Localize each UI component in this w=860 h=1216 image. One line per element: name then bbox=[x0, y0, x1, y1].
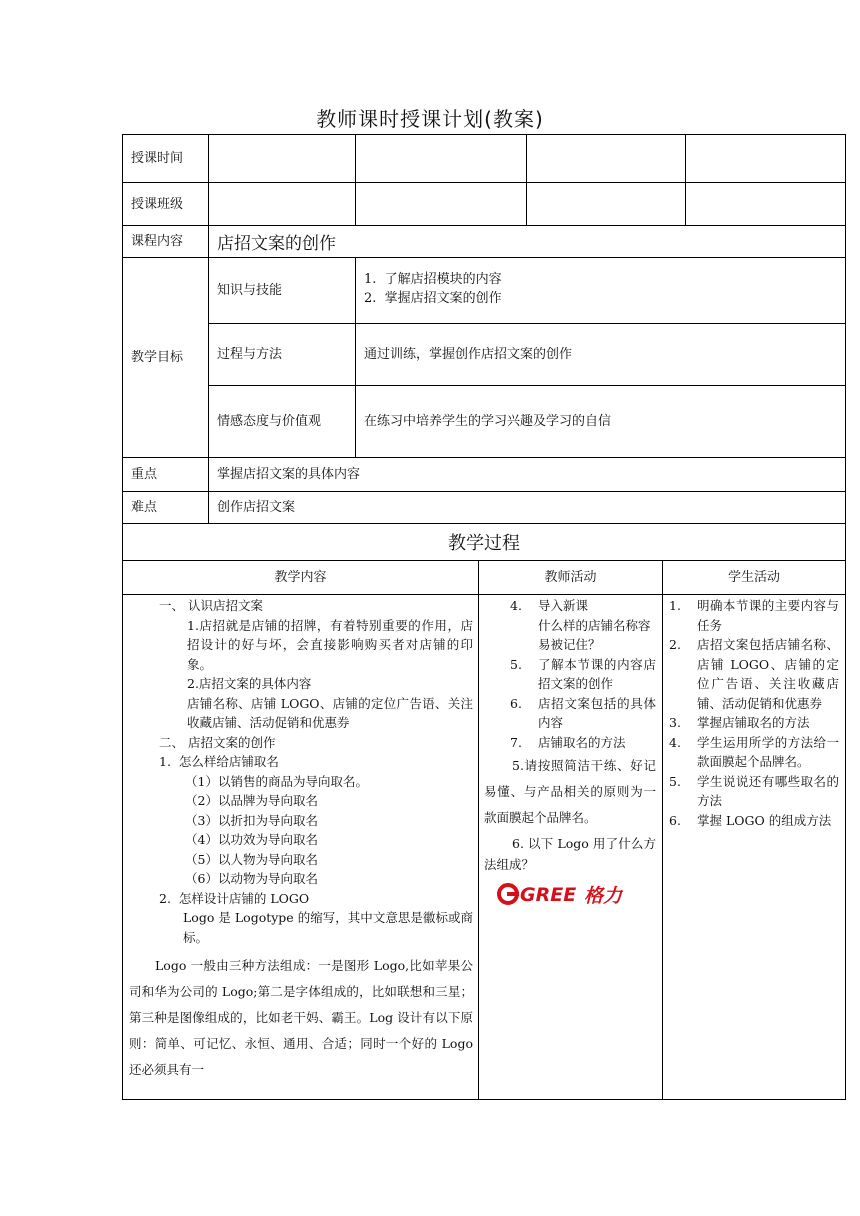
goal-label-knowledge: 知识与技能 bbox=[217, 283, 283, 298]
teacher-paragraph: 5.请按照简洁干练、好记易懂、与产品相关的原则为一款面膜起个品牌名。 bbox=[484, 758, 656, 825]
list-item: 2. 怎样设计店铺的 LOGO bbox=[159, 890, 310, 906]
difficulty-value: 创作店招文案 bbox=[217, 500, 296, 515]
list-item: 4. 导入新课 什么样的店铺名称容易被记住？ bbox=[510, 598, 651, 652]
list-item: 5. 学生说说还有哪些取名的方法 bbox=[669, 773, 839, 808]
gree-logo bbox=[484, 881, 638, 907]
content-paragraph: 1.店招就是店铺的招牌，有着特别重要的作用，店招设计的好与坏，会直接影响购买者对店铺的印象。 bbox=[187, 617, 473, 672]
col-header-student: 学生活动 bbox=[727, 570, 780, 585]
list-item: （5）以人物为导向取名 bbox=[185, 851, 318, 867]
time-label: 授课时间 bbox=[131, 151, 184, 166]
goal-process-text: 通过训练，掌握创作店招文案的创作 bbox=[364, 347, 573, 362]
class-label: 授课班级 bbox=[131, 196, 184, 212]
list-item: （1）以销售的商品为导向取名。 bbox=[185, 773, 368, 789]
svg-text:GREE: GREE bbox=[520, 884, 577, 906]
difficulty-label: 难点 bbox=[131, 500, 158, 515]
goal-label-attitude: 情感态度与价值观 bbox=[217, 414, 322, 429]
teacher-activity bbox=[484, 596, 656, 1096]
list-item: 5. 了解本节课的内容店招文案的创作 bbox=[510, 656, 656, 691]
list-item: （4）以功效为导向取名 bbox=[185, 832, 318, 847]
teacher-paragraph: 6. 以下 Logo 用了什么方法组成？ bbox=[484, 836, 656, 872]
content-paragraph: Logo 是 Logotype 的缩写，其中文意思是徽标或商标。 bbox=[183, 910, 473, 945]
goal-attitude-text: 在练习中培养学生的学习兴趣及学习的自信 bbox=[364, 414, 612, 429]
page-title: 教师课时授课计划(教案) bbox=[316, 107, 544, 131]
list-item: （2）以品牌为导向取名 bbox=[185, 793, 318, 808]
svg-text:格力: 格力 bbox=[584, 885, 623, 907]
list-item: 1. 怎么样给店铺取名 bbox=[159, 754, 279, 769]
key-label: 重点 bbox=[131, 467, 158, 482]
list-item: 1. 明确本节课的主要内容与任务 bbox=[669, 598, 839, 633]
content-subheading: 2.店招文案的具体内容 bbox=[187, 676, 312, 691]
section-heading: 二、 店招文案的创作 bbox=[159, 734, 276, 750]
list-item: 2. 掌握店招文案的创作 bbox=[364, 291, 502, 306]
list-item: （6）以动物为导向取名 bbox=[185, 871, 318, 886]
section-heading: 一、 认识店招文案 bbox=[159, 598, 263, 613]
process-heading: 教学过程 bbox=[448, 533, 520, 554]
list-item: 6. 掌握 LOGO 的组成方法 bbox=[669, 812, 832, 828]
teaching-content bbox=[129, 596, 473, 1096]
col-header-content: 教学内容 bbox=[274, 570, 327, 585]
gree-logo-mark bbox=[496, 881, 638, 907]
list-item: 4. 学生运用所学的方法给一款面膜起个品牌名。 bbox=[669, 734, 839, 769]
student-activity bbox=[669, 596, 839, 1096]
goal-label: 教学目标 bbox=[131, 350, 184, 365]
list-item: 2. 店招文案包括店铺名称、店铺 LOGO、店铺的定位广告语、关注收藏店铺、活动促销和优惠券 bbox=[669, 637, 839, 711]
goal-knowledge-list bbox=[356, 258, 845, 323]
content-paragraph: Logo 一般由三种方法组成：一是图形 Logo,比如苹果公司和华为公司的 Logo;第二是字体组成的，比如联想和三星；第三种是图像组成的，比如老干妈、霸王。Log 设计有以下原则：简单、可记忆、永恒、通用、合适；同时一个好的 Logo 还必须具有一 bbox=[129, 958, 473, 1077]
key-value: 掌握店招文案的具体内容 bbox=[217, 467, 361, 482]
goal-label-process: 过程与方法 bbox=[217, 347, 283, 362]
col-header-teacher: 教师活动 bbox=[544, 570, 597, 585]
content-paragraph: 店铺名称、店铺 LOGO、店铺的定位广告语、关注收藏店铺、活动促销和优惠券 bbox=[187, 695, 473, 730]
content-label: 课程内容 bbox=[131, 234, 184, 249]
list-item: 1. 了解店招模块的内容 bbox=[364, 272, 502, 287]
list-item: 6. 店招文案包括的具体内容 bbox=[510, 695, 656, 730]
list-item: 3. 掌握店铺取名的方法 bbox=[669, 715, 810, 730]
list-item: 7. 店铺取名的方法 bbox=[510, 734, 626, 750]
list-item: （3）以折扣为导向取名 bbox=[185, 812, 318, 828]
content-value: 店招文案的创作 bbox=[217, 234, 336, 254]
